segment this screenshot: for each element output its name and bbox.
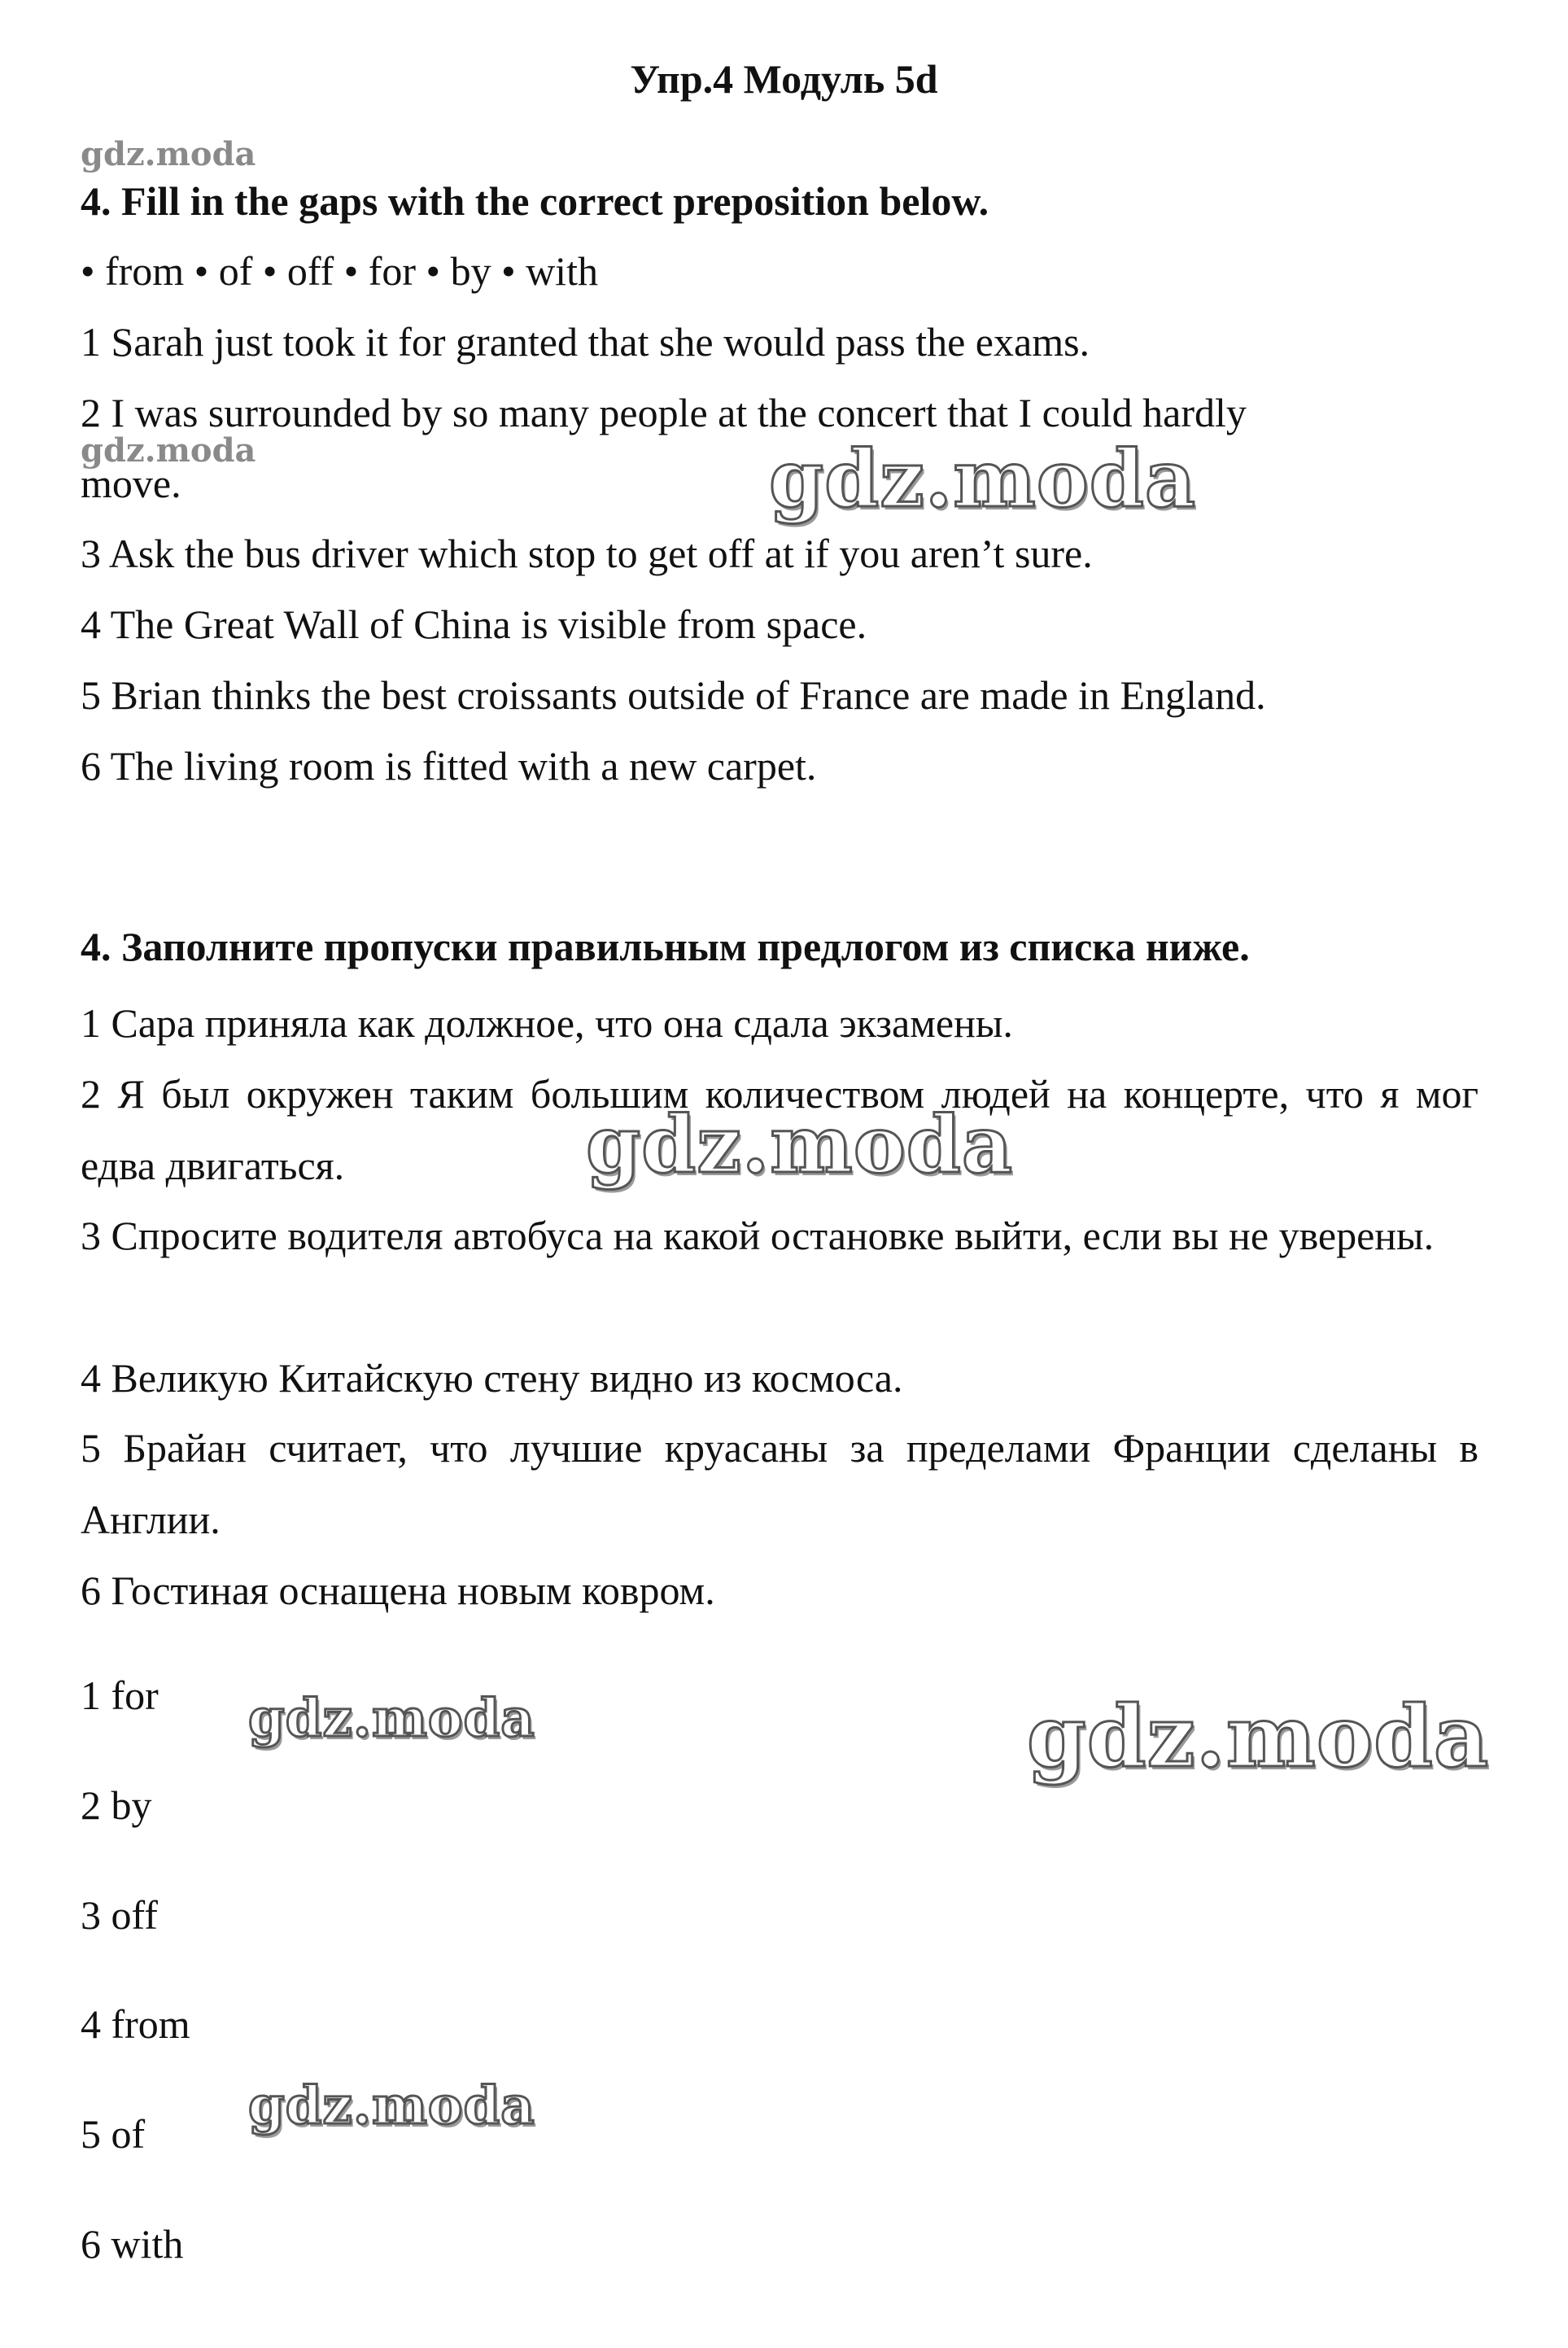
answer-3: 3 off	[81, 1892, 158, 1938]
russian-sentence-3: 3 Спросите водителя автобуса на какой остановке выйти, если вы не уверены.	[81, 1213, 1435, 1258]
watermark-large-3: gdz.moda	[1027, 1686, 1490, 1786]
watermark-small-middle: gdz.moda	[81, 431, 256, 470]
english-sentence-1: 1 Sarah just took it for granted that she would pass the exams.	[81, 319, 1090, 365]
english-sentence-5: 5 Brian thinks the best croissants outside of France are made in England.	[81, 672, 1266, 718]
watermark-medium-2: gdz.moda	[248, 2075, 535, 2136]
watermark-large-2: gdz.moda	[586, 1099, 1014, 1191]
page-title: Упр.4 Модуль 5d	[630, 56, 938, 102]
answer-5: 5 of	[81, 2111, 146, 2157]
word-bank: • from • of • off • for • by • with	[81, 248, 598, 294]
watermark-small-top: gdz.moda	[81, 135, 256, 173]
english-sentence-4: 4 The Great Wall of China is visible from space.	[81, 601, 867, 647]
russian-sentence-5: 5 Брайан считает, что лучшие круасаны за пределами Франции сделаны в Англии.	[81, 1425, 1478, 1542]
answer-1: 1 for	[81, 1672, 159, 1718]
english-sentence-6: 6 The living room is fitted with a new carpet.	[81, 743, 817, 789]
russian-heading: 4. Заполните пропуски правильным предлогом из списка ниже.	[81, 924, 1250, 969]
russian-sentence-4: 4 Великую Китайскую стену видно из космоса.	[81, 1355, 903, 1401]
watermark-large-1: gdz.moda	[769, 433, 1197, 525]
english-heading: 4. Fill in the gaps with the correct preposition below.	[81, 178, 989, 224]
answer-4: 4 from	[81, 2001, 190, 2047]
russian-sentence-1: 1 Сара приняла как должное, что она сдала экзамены.	[81, 1000, 1013, 1046]
watermark-medium-1: gdz.moda	[248, 1688, 535, 1749]
english-sentence-2: 2 I was surrounded by so many people at the concert that I could hardly	[81, 390, 1247, 435]
russian-sentence-2: 2 Я был окружен таким большим количеством людей на концерте, что я мог едва двигаться.	[81, 1071, 1478, 1188]
english-sentence-3: 3 Ask the bus driver which stop to get off at if you aren’t sure.	[81, 531, 1093, 576]
answer-2: 2 by	[81, 1782, 152, 1828]
english-sentence-2-continued: move.	[81, 461, 181, 506]
answer-6: 6 with	[81, 2221, 184, 2267]
russian-sentence-6: 6 Гостиная оснащена новым ковром.	[81, 1568, 715, 1613]
